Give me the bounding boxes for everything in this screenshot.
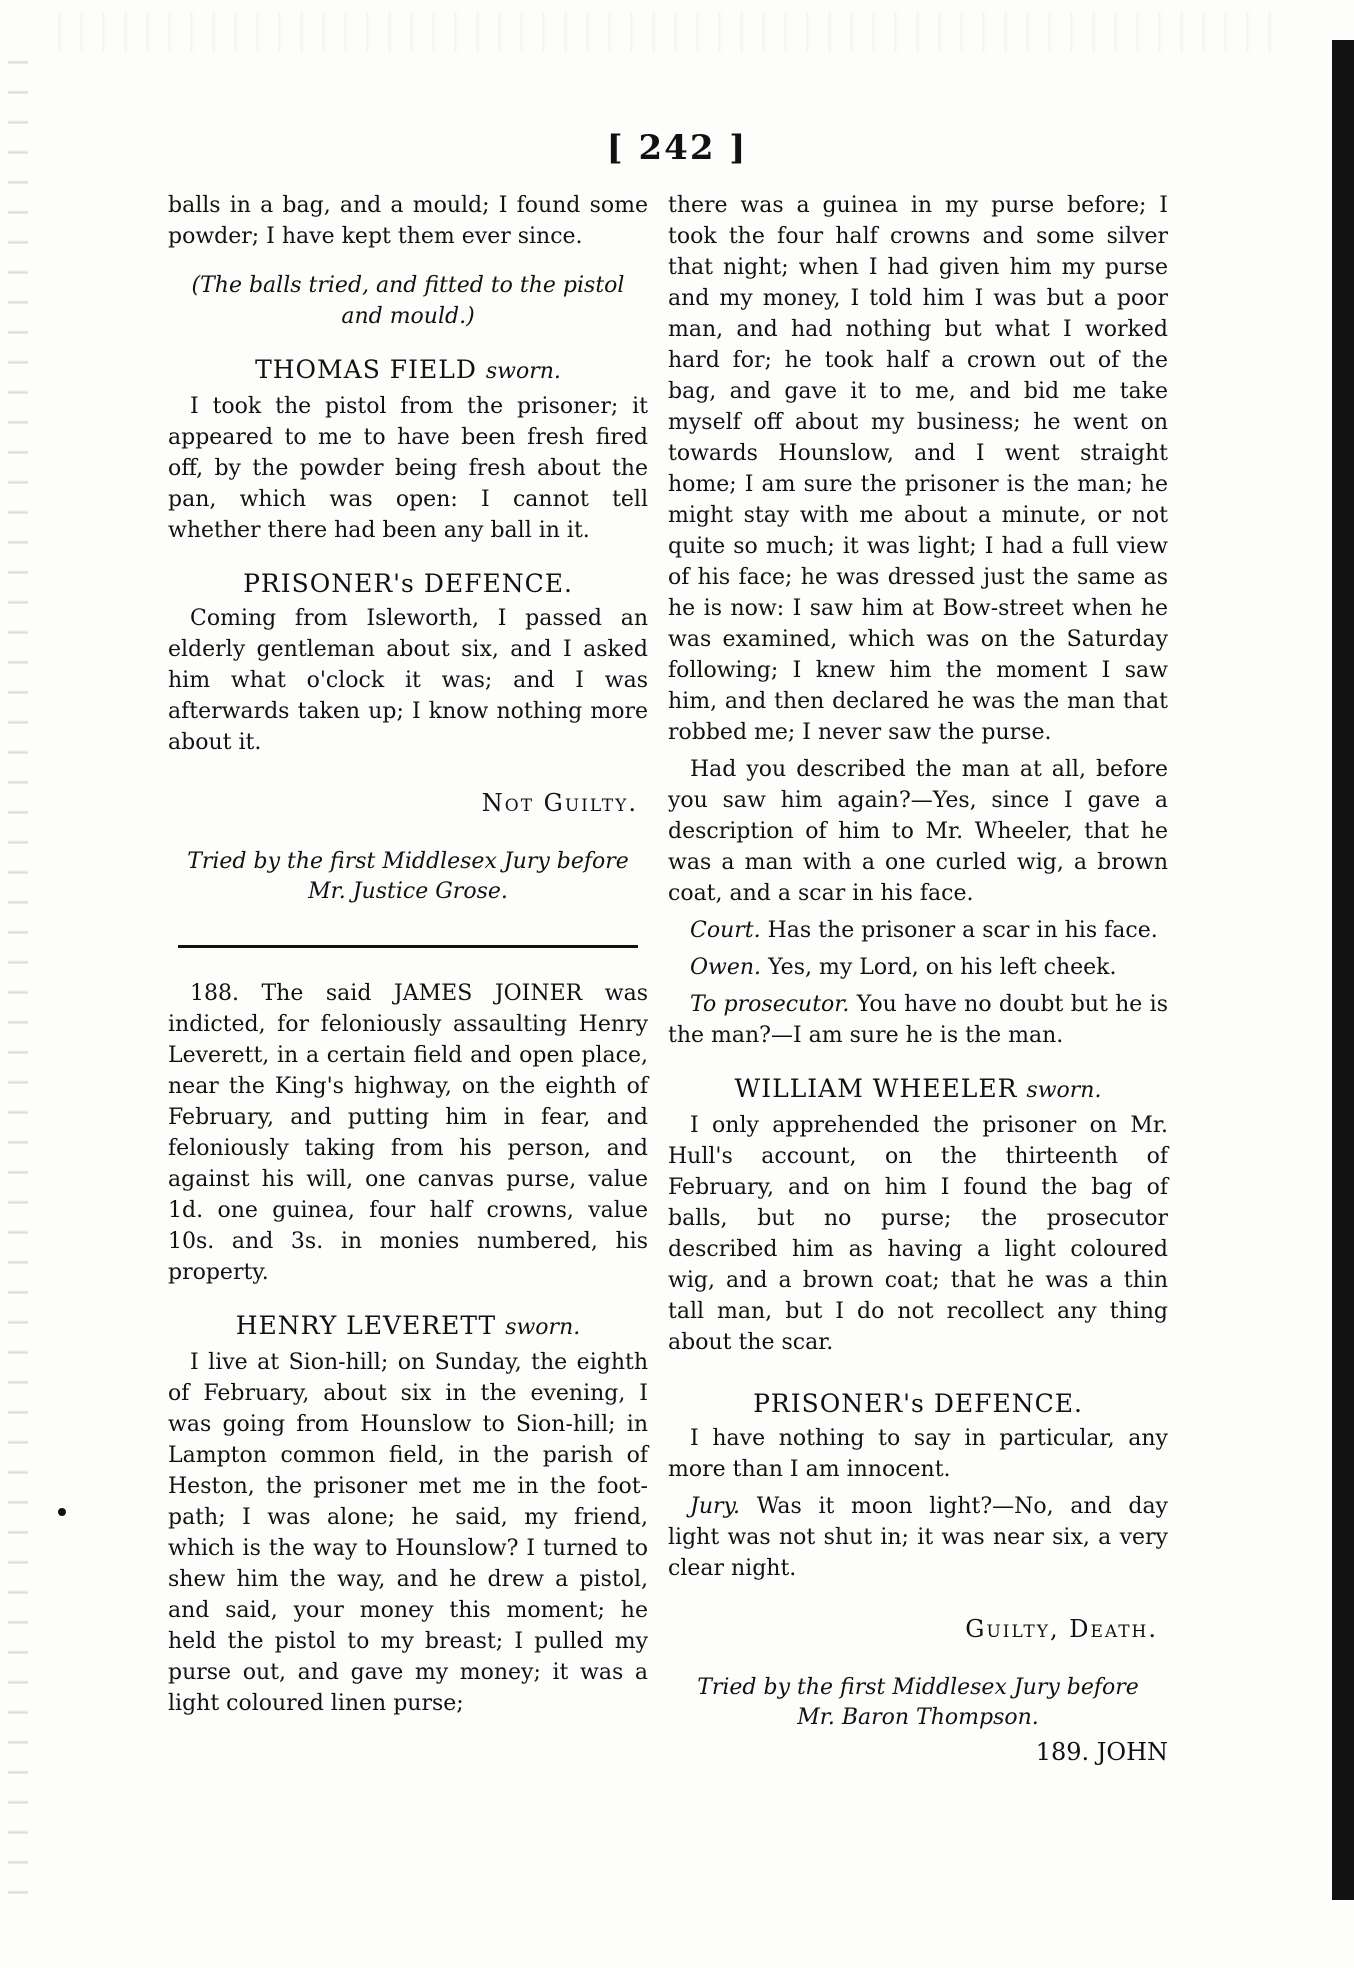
page-noise-top (40, 12, 1280, 52)
sworn-label: sworn. (1026, 1078, 1102, 1103)
verdict: Not Guilty. (481, 789, 638, 817)
witness-heading (668, 1073, 1168, 1106)
witness-heading (168, 1310, 648, 1343)
speaker: Court. (690, 918, 761, 943)
speaker: Owen. (690, 955, 762, 980)
dialogue-text: You have no doubt but he is the man?—I am sure he is the man. (668, 992, 1168, 1048)
defence-heading: PRISONER's DEFENCE. (243, 569, 573, 598)
witness-name: WILLIAM WHEELER (734, 1074, 1018, 1103)
defence-heading: PRISONER's DEFENCE. (753, 1389, 1083, 1418)
right-column (668, 190, 1168, 1768)
tried-by-line: Tried by the first Middlesex Jury before (187, 849, 629, 874)
stage-note: (The balls tried, and fitted to the pistol and mould.) (191, 273, 625, 329)
page-number: [ 242 ] (606, 128, 748, 168)
speaker: Jury. (690, 1494, 741, 1519)
sworn-label: sworn. (485, 359, 561, 384)
paragraph: balls in a bag, and a mould; I found some powder; I have kept them ever since. (168, 193, 648, 249)
paragraph: Coming from Isleworth, I passed an elderly gentleman about six, and I asked him what o'clock it was; and I was afterwards taken up; I know nothing more about it. (168, 606, 648, 755)
speaker: To prosecutor. (690, 992, 850, 1017)
indictment-paragraph: 188. The said JAMES JOINER was indicted, for feloniously assaulting Henry Leverett, in a certain field and open place, near the King's highway, on the eighth of February, and putting him in fear, and feloniously taking from his person, and against his will, one canvas purse, value 1d. one guinea, four half crowns, value 10s. and 3s. in monies numbered, his property. (168, 981, 648, 1285)
tried-by (668, 1673, 1168, 1733)
dialogue-line (668, 989, 1168, 1051)
paragraph: I only apprehended the prisoner on Mr. Hull's account, on the thirteenth of February, and on him I found the bag of balls, but no purse; the prosecutor described him as having a light coloured wig, and a brown coat; that he was a thin tall man, but I do not recollect any thing about the scar. (668, 1113, 1168, 1355)
dialogue-text: Was it moon light?—No, and day light was not shut in; it was near six, a very clear night. (668, 1494, 1168, 1581)
dialogue-text: Yes, my Lord, on his left cheek. (768, 955, 1117, 980)
dialogue-text: Has the prisoner a scar in his face. (767, 918, 1158, 943)
ink-speck (58, 1508, 66, 1516)
page-noise-left (8, 40, 28, 1920)
paragraph: I have nothing to say in particular, any more than I am innocent. (668, 1426, 1168, 1482)
catchword: 189. JOHN (1035, 1738, 1168, 1766)
left-column (168, 190, 648, 1725)
tried-by-line: Mr. Justice Grose. (308, 879, 508, 904)
tried-by-line: Tried by the first Middlesex Jury before (697, 1675, 1139, 1700)
verdict: Guilty, Death. (965, 1615, 1158, 1643)
dialogue-line (668, 952, 1168, 983)
tried-by-line: Mr. Baron Thompson. (797, 1705, 1039, 1730)
witness-name: HENRY LEVERETT (235, 1311, 497, 1340)
section-rule (178, 945, 638, 948)
book-spine-shadow (1332, 40, 1354, 1900)
dialogue-line (668, 1491, 1168, 1584)
tried-by (168, 847, 648, 907)
paragraph: Had you described the man at all, before you saw him again?—Yes, since I gave a description of him to Mr. Wheeler, that he was a man with a one curled wig, a brown coat, and a scar in his face. (668, 757, 1168, 906)
sworn-label: sworn. (505, 1315, 581, 1340)
dialogue-line (668, 915, 1168, 946)
witness-name: THOMAS FIELD (255, 355, 477, 384)
witness-heading (168, 354, 648, 387)
paragraph: I live at Sion-hill; on Sunday, the eighth of February, about six in the evening, I was going from Hounslow to Sion-hill; in Lampton common field, in the parish of Heston, the prisoner met me in the foot-path; I was alone; he said, my friend, which is the way to Hounslow? I turned to shew him the way, and he drew a pistol, and said, your money this moment; he held the pistol to my breast; I pulled my purse out, and gave my money; it was a light coloured linen purse; (168, 1350, 648, 1716)
paragraph: I took the pistol from the prisoner; it appeared to me to have been fresh fired off, by the powder being fresh about the pan, which was open: I cannot tell whether there had been any ball in it. (168, 394, 648, 543)
paragraph: there was a guinea in my purse before; I took the four half crowns and some silver that night; when I had given him my purse and my money, I told him I was but a poor man, and had nothing but what I worked hard for; he took half a crown out of the bag, and gave it to me, and bid me take myself off about my business; he went on towards Hounslow, and I went straight home; I am sure the prisoner is the man; he might stay with me about a minute, or not quite so much; it was light; I had a full view of his face; he was dressed just the same as he is now: I saw him at Bow-street when he was examined, which was on the Saturday following; I knew him the moment I saw him, and then declared he was the man that robbed me; I never saw the purse. (668, 193, 1168, 745)
